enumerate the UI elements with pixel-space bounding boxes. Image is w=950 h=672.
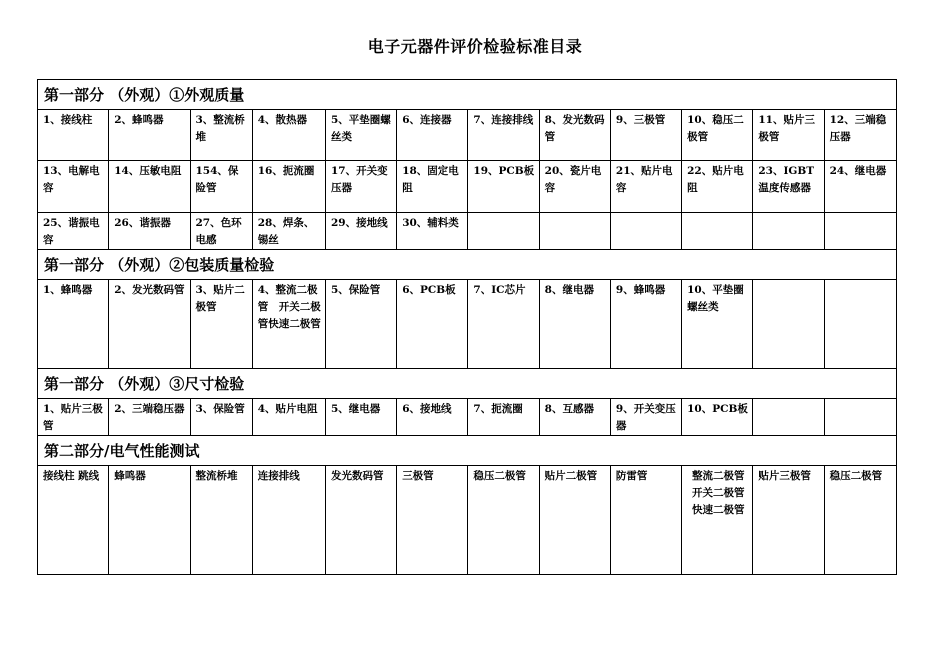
- table-cell: 10、平垫圈螺丝类: [682, 280, 753, 369]
- table-cell: 14、压敏电阻: [109, 161, 190, 213]
- table-cell: 贴片三极管: [753, 466, 824, 575]
- table-cell: [682, 213, 753, 250]
- table-cell: 13、电解电容: [38, 161, 109, 213]
- table-cell: [753, 213, 824, 250]
- table-cell: 6、PCB板: [397, 280, 468, 369]
- table-cell: [610, 213, 681, 250]
- table-cell: 6、接地线: [397, 399, 468, 436]
- table-cell: 26、谐振器: [109, 213, 190, 250]
- section-header-row: [38, 250, 897, 280]
- section-heading: 第一部分 （外观）①外观质量: [38, 80, 897, 110]
- table-cell: 7、扼流圈: [468, 399, 539, 436]
- table-cell: 11、贴片三极管: [753, 110, 824, 161]
- table-cell: 9、开关变压器: [610, 399, 681, 436]
- table-cell: 5、保险管: [325, 280, 396, 369]
- table-cell: [682, 466, 753, 575]
- table-cell: 8、发光数码管: [539, 110, 610, 161]
- table-row: [38, 213, 897, 250]
- table-cell: [824, 213, 896, 250]
- table-cell: 20、瓷片电容: [539, 161, 610, 213]
- table-cell: 5、平垫圈螺丝类: [325, 110, 396, 161]
- cell-line: 整流二极管: [691, 470, 745, 482]
- table-cell: 18、固定电阻: [397, 161, 468, 213]
- table-cell: 21、贴片电容: [610, 161, 681, 213]
- table-cell: 蜂鸣器: [109, 466, 190, 575]
- table-cell: 6、连接器: [397, 110, 468, 161]
- table-row: [38, 280, 897, 369]
- table-cell: 154、保险管: [190, 161, 252, 213]
- table-cell: 10、PCB板: [682, 399, 753, 436]
- table-cell: 17、开关变压器: [325, 161, 396, 213]
- table-cell: 12、三端稳压器: [824, 110, 896, 161]
- section-heading: 第一部分 （外观）②包装质量检验: [38, 250, 897, 280]
- table-cell: 8、继电器: [539, 280, 610, 369]
- table-cell: 2、发光数码管: [109, 280, 190, 369]
- table-cell: [539, 213, 610, 250]
- table-cell: 整流桥堆: [190, 466, 252, 575]
- table-cell: 4、散热器: [252, 110, 325, 161]
- table-cell: 贴片二极管: [539, 466, 610, 575]
- standards-table: [37, 79, 897, 575]
- table-cell: 3、整流桥堆: [190, 110, 252, 161]
- section-heading: 第二部分/电气性能测试: [38, 436, 897, 466]
- section-header-row: [38, 436, 897, 466]
- table-cell: [824, 280, 896, 369]
- page-title: 电子元器件评价检验标准目录: [367, 37, 583, 56]
- table-row: [38, 466, 897, 575]
- table-cell: 23、IGBT温度传感器: [753, 161, 824, 213]
- table-cell: [468, 213, 539, 250]
- table-cell: 25、谐振电容: [38, 213, 109, 250]
- table-cell: 4、贴片电阻: [252, 399, 325, 436]
- table-cell: [753, 280, 824, 369]
- table-row: [38, 161, 897, 213]
- table-cell: 连接排线: [252, 466, 325, 575]
- cell-line: 快速二极管: [691, 504, 745, 516]
- table-cell: 29、接地线: [325, 213, 396, 250]
- table-cell: 3、保险管: [190, 399, 252, 436]
- table-cell: 9、三极管: [610, 110, 681, 161]
- table-row: [38, 399, 897, 436]
- section-header-row: [38, 369, 897, 399]
- table-cell: [824, 399, 896, 436]
- table-cell: 三极管: [397, 466, 468, 575]
- table-cell: 24、继电器: [824, 161, 896, 213]
- section-header-row: [38, 80, 897, 110]
- table-cell: 8、互感器: [539, 399, 610, 436]
- table-cell: 7、IC芯片: [468, 280, 539, 369]
- table-cell: 28、焊条、锡丝: [252, 213, 325, 250]
- table-cell: 5、继电器: [325, 399, 396, 436]
- table-cell: [753, 399, 824, 436]
- table-cell: 22、贴片电阻: [682, 161, 753, 213]
- table-cell: 16、扼流圈: [252, 161, 325, 213]
- table-cell: 10、稳压二极管: [682, 110, 753, 161]
- table-cell: 接线柱 跳线: [38, 466, 109, 575]
- table-cell: 稳压二极管: [824, 466, 896, 575]
- table-cell: 2、蜂鸣器: [109, 110, 190, 161]
- table-cell: 1、贴片三极管: [38, 399, 109, 436]
- table-cell: 9、蜂鸣器: [610, 280, 681, 369]
- table-cell: 7、连接排线: [468, 110, 539, 161]
- table-cell: 发光数码管: [325, 466, 396, 575]
- section-heading: 第一部分 （外观）③尺寸检验: [38, 369, 897, 399]
- cell-line: 开关二极管: [691, 487, 745, 499]
- table-cell: 防雷管: [610, 466, 681, 575]
- table-cell: 19、PCB板: [468, 161, 539, 213]
- table-row: [38, 110, 897, 161]
- table-cell: 2、三端稳压器: [109, 399, 190, 436]
- table-cell: 4、整流二极管 开关二极管快速二极管: [252, 280, 325, 369]
- table-cell: 3、贴片二极管: [190, 280, 252, 369]
- table-cell: 1、蜂鸣器: [38, 280, 109, 369]
- table-cell: 30、辅料类: [397, 213, 468, 250]
- table-cell: 27、色环电感: [190, 213, 252, 250]
- table-cell: 稳压二极管: [468, 466, 539, 575]
- table-cell: 1、接线柱: [38, 110, 109, 161]
